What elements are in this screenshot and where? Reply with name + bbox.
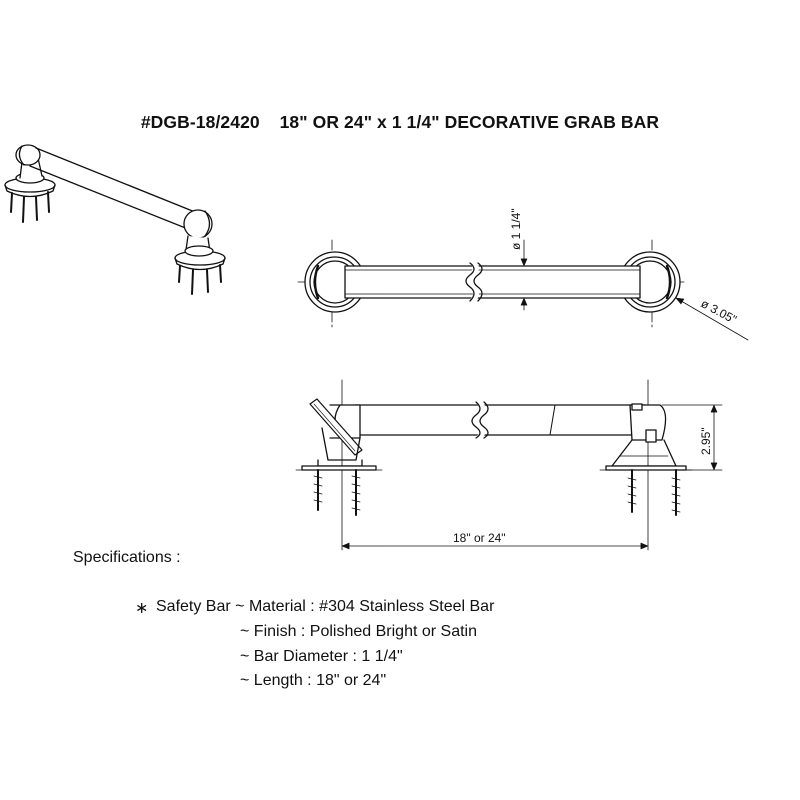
perspective-view	[5, 145, 225, 294]
drawing-title: #DGB-18/2420 18" OR 24" x 1 1/4" DECORATIVE GRAB BAR	[140, 112, 660, 132]
flange-diameter-label: ø 3.05"	[698, 296, 739, 327]
bar-diameter-label: ø 1 1/4"	[509, 208, 523, 250]
bullet-star: ∗	[135, 600, 149, 617]
projection-label: 2.95"	[699, 427, 713, 455]
front-view	[298, 240, 748, 340]
specifications-heading: Specifications :	[73, 549, 181, 566]
spec-finish: ~ Finish : Polished Bright or Satin	[240, 623, 478, 640]
spec-length: ~ Length : 18" or 24"	[240, 672, 387, 689]
spec-bar-diameter: ~ Bar Diameter : 1 1/4"	[240, 648, 403, 665]
side-view	[296, 380, 722, 550]
spec-material: Safety Bar ~ Material : #304 Stainless Steel Bar	[156, 598, 495, 615]
length-label: 18" or 24"	[453, 531, 506, 545]
